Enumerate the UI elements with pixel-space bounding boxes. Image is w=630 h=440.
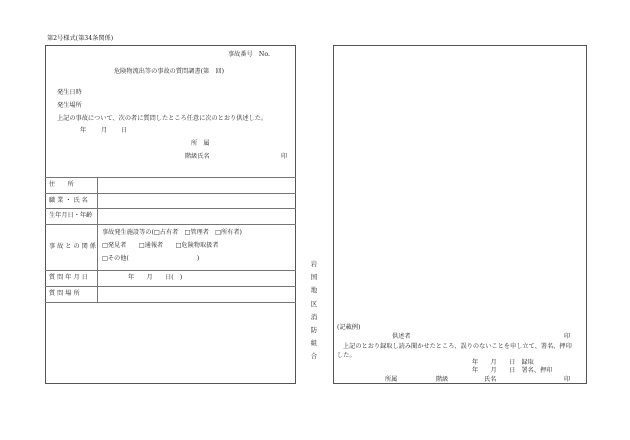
table-bottom-rule	[45, 302, 296, 303]
date-year: 年	[80, 127, 87, 134]
seal-mark: 印	[281, 153, 288, 160]
date-month: 月	[101, 127, 108, 134]
deponent-label: 供述者	[392, 333, 411, 340]
notes-title: (記載例)	[337, 324, 361, 331]
table-column-divider	[97, 177, 98, 302]
footer-seal: 印	[564, 376, 571, 383]
occupation-name-label: 職 業 ・ 氏 名	[49, 197, 88, 204]
footer-rank: 階級	[436, 376, 449, 383]
org-char: 地	[310, 286, 318, 295]
statement-text: 上記の事故について、次の者に質問したところ任意に次のとおり供述した。	[57, 115, 268, 122]
right-form-frame	[333, 45, 587, 384]
question-place-label: 質 問 場 所	[49, 290, 80, 297]
org-char: 消	[310, 312, 318, 321]
address-label: 住 所	[49, 181, 74, 188]
footer-affiliation: 所属	[385, 376, 398, 383]
org-char: 区	[310, 299, 318, 308]
org-char: 国	[310, 273, 318, 282]
relation-line-1: 事故発生施設等の(□占有者 □管理者 □所有者)	[102, 229, 242, 236]
affiliation-label: 所 属	[191, 140, 210, 147]
birth-age-label: 生年月日・年齢	[49, 212, 93, 219]
occurrence-time-label: 発生日時	[57, 89, 82, 96]
org-char: 合	[310, 352, 318, 361]
relation-line-2: □発見者 □通報者 □危険物取扱者	[102, 242, 219, 249]
table-row-rule	[45, 193, 296, 194]
recorded-date-line: 年 月 日 録取	[472, 359, 534, 366]
relation-label: 事 故 と の 関 係	[49, 243, 96, 250]
table-row-rule	[45, 208, 296, 209]
org-char: 組	[310, 339, 318, 348]
signed-date-line: 年 月 日 署名、押印	[472, 367, 553, 374]
date-day: 日	[121, 127, 128, 134]
table-row-rule	[45, 270, 296, 271]
org-char: 防	[310, 326, 318, 335]
question-date-value: 年 月 日( )	[128, 274, 183, 281]
question-date-label: 質 問 年 月 日	[49, 274, 88, 281]
table-row-rule	[45, 286, 296, 287]
relation-line-3: □その他( )	[102, 255, 200, 262]
occurrence-place-label: 発生場所	[57, 102, 82, 109]
organization-name-vertical	[310, 258, 318, 364]
table-row-rule	[45, 224, 296, 225]
form-number-label: 第2号様式(第34条関係)	[47, 35, 114, 42]
document-title: 危険物流出等の事故の質問調書(第 回)	[114, 68, 225, 75]
table-top-rule	[45, 177, 296, 178]
rank-name-label: 階級氏名	[185, 153, 210, 160]
org-char: 岩	[310, 260, 318, 268]
case-number-label: 事故番号 No.	[228, 51, 270, 58]
notes-text: 上記のとおり録取し読み聞かせたところ、誤りのないことを申し立て、署名、押印した。	[337, 343, 572, 359]
footer-name: 氏名	[484, 376, 497, 383]
deponent-seal: 印	[564, 333, 571, 340]
